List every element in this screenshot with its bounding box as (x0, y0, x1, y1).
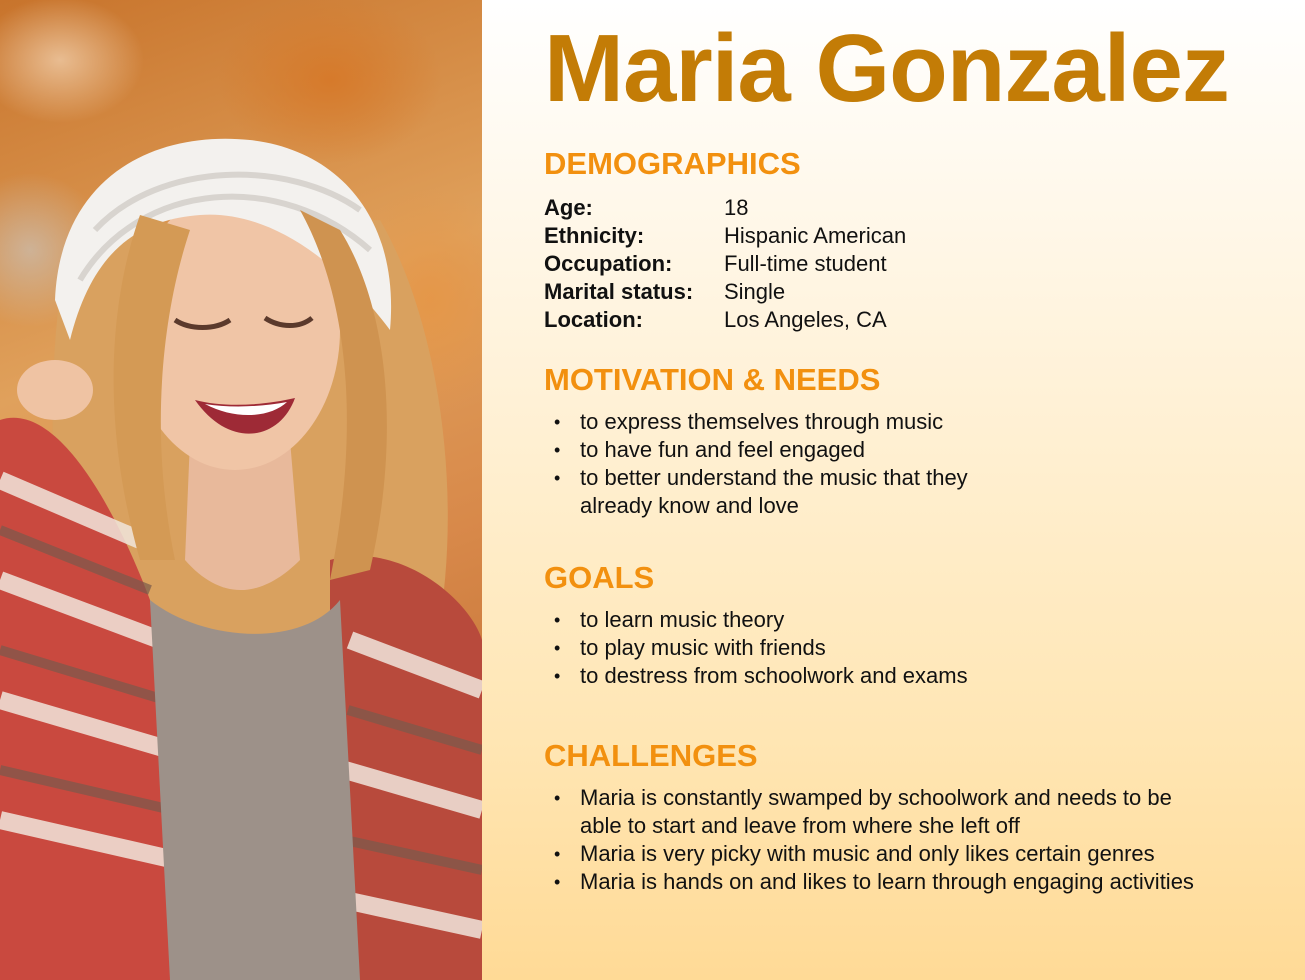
demographics-value: Full-time student (724, 251, 887, 276)
demographics-label: Age: (544, 195, 593, 220)
goals-heading: GOALS (544, 560, 655, 595)
demographics-label: Marital status: (544, 279, 694, 304)
demographics-row-marital-status (544, 278, 1004, 306)
challenges-list (554, 784, 1194, 896)
list-item: • to learn music theory (554, 606, 1074, 634)
list-item: • to better understand the music that they already know and love (554, 464, 984, 520)
demographics-heading: DEMOGRAPHICS (544, 146, 801, 181)
demographics-value: Hispanic American (724, 223, 907, 248)
goals-list (554, 606, 1074, 690)
list-item: • Maria is hands on and likes to learn through engaging activities (554, 868, 1194, 896)
persona-photo (0, 0, 482, 980)
demographics-label: Occupation: (544, 251, 673, 276)
demographics-row-occupation (544, 250, 1004, 278)
demographics-value: 18 (724, 195, 749, 220)
persona-photo-illustration (0, 0, 482, 980)
list-item: • to have fun and feel engaged (554, 436, 984, 464)
demographics-row-location (544, 306, 1004, 334)
list-item: • to play music with friends (554, 634, 1074, 662)
demographics-row-age (544, 194, 1004, 222)
demographics-value: Single (724, 279, 786, 304)
persona-name: Maria Gonzalez (544, 15, 1229, 122)
challenges-heading: CHALLENGES (544, 738, 758, 773)
motivation-heading: MOTIVATION & NEEDS (544, 362, 881, 397)
list-item: • to destress from schoolwork and exams (554, 662, 1074, 690)
demographics-label: Location: (544, 307, 643, 332)
demographics-value: Los Angeles, CA (724, 307, 887, 332)
demographics-label: Ethnicity: (544, 223, 645, 248)
list-item: • Maria is constantly swamped by schoolwork and needs to be able to start and leave from where she left off (554, 784, 1194, 840)
list-item: • Maria is very picky with music and only likes certain genres (554, 840, 1194, 868)
motivation-list (554, 408, 984, 520)
persona-card (482, 0, 1305, 980)
demographics-row-ethnicity (544, 222, 1004, 250)
demographics-list (544, 194, 1004, 334)
list-item: • to express themselves through music (554, 408, 984, 436)
